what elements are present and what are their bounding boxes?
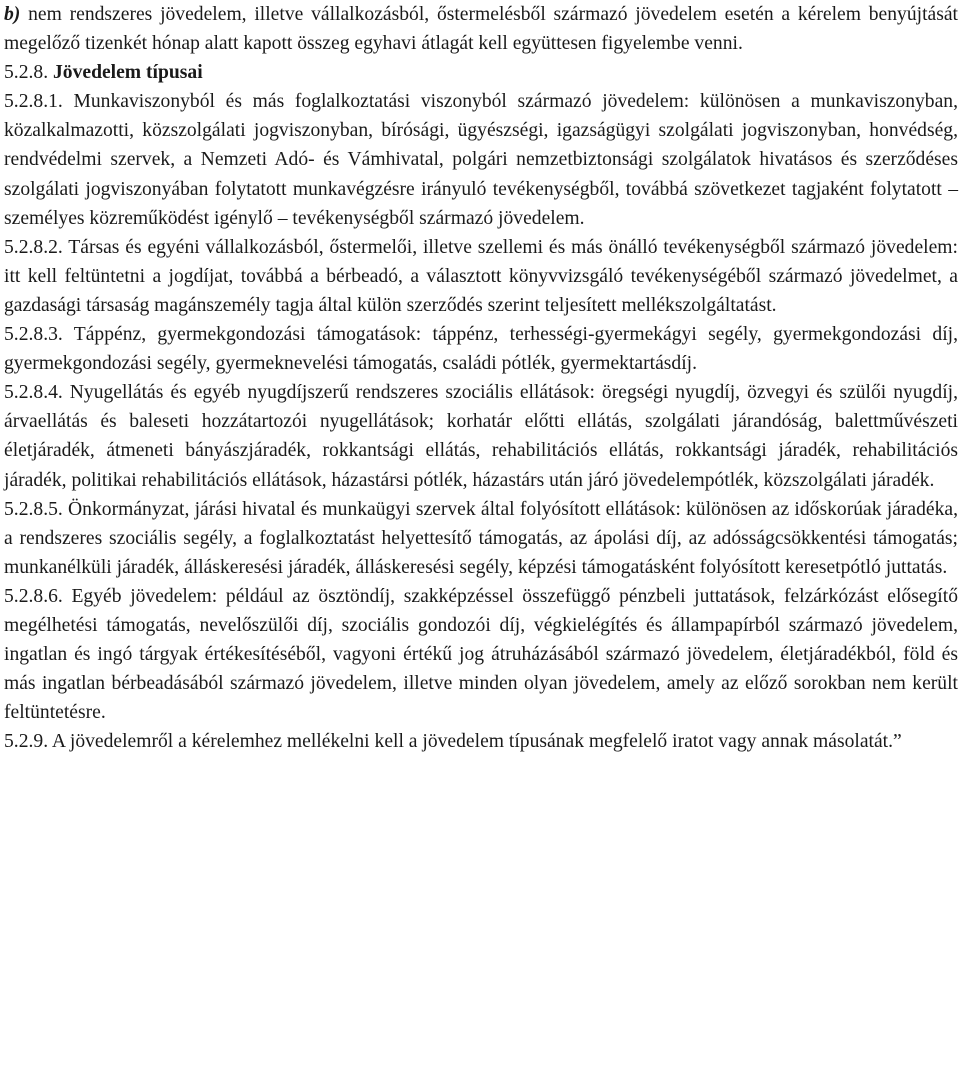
section-heading (4, 58, 958, 87)
item-5-2-8-2: 5.2.8.2. Társas és egyéni vállalkozásból, őstermelői, illetve szellemi és más önálló tevékenységből származó jövedelem: itt kell feltüntetni a jogdíjat, továbbá a bérbeadó, a választott könyvvizsgáló tevékenységéből származó jövedelmet, a gazdasági társaság magánszemély tagja által külön szerződés szerint teljesített mellékszolgáltatást. (4, 236, 958, 316)
item-5-2-8-1: 5.2.8.1. Munkaviszonyból és más foglalkoztatási viszonyból származó jövedelem: különösen a munkaviszonyban, közalkalmazotti, közszolgálati jogviszonyban, bírósági, ügyészségi, igazságügyi szolgálati jogviszonyban, honvédség, rendvédelmi szervek, a Nemzeti Adó- és Vámhivatal, polgári nemzetbiztonsági szolgálatok hivatásos és szerződéses szolgálati jogviszonyában folytatott munkavégzésre irányuló tevékenységből, továbbá szövetkezet tagjaként folytatott – személyes közreműködést igénylő – tevékenységből származó jövedelem. (4, 91, 958, 229)
continuation-text: nem rendszeres jövedelem, illetve vállalkozásból, őstermelésből származó jövedelem esetén a kérelem benyújtását megelőző tizenkét hónap alatt kapott összeg egyhavi átlagát kell együttesen figyelembe venni. (4, 4, 958, 55)
item-5-2-8-4: 5.2.8.4. Nyugellátás és egyéb nyugdíjszerű rendszeres szociális ellátások: öregségi nyugdíj, özvegyi és szülői nyugdíj, árvaellátás és baleseti hozzátartozói nyugellátások; korhatár előtti ellátás, szolgálati járandóság, balettművészeti életjáradék, átmeneti bányászjáradék, rokkantsági ellátás, rehabilitációs ellátás, rokkantsági járadék, rehabilitációs járadék, politikai rehabilitációs ellátások, házastársi pótlék, házastárs után járó jövedelempótlék, közszolgálati járadék. (4, 382, 958, 491)
section-title: Jövedelem típusai (52, 62, 203, 84)
continuation-paragraph (4, 0, 958, 58)
continuation-label: b) (4, 4, 21, 25)
item-5-2-8-5: 5.2.8.5. Önkormányzat, járási hivatal és munkaügyi szervek által folyósított ellátások: különösen az időskorúak járadéka, a rendszeres szociális segély, a foglalkoztatást helyettesítő támogatás, az ápolási díj, az adósságcsökkentési támogatás; munkanélküli járadék, álláskeresési járadék, álláskeresési segély, képzési támogatásként folyósított keresetpótló juttatás. (4, 498, 958, 578)
item-5-2-8-3: 5.2.8.3. Táppénz, gyermekgondozási támogatások: táppénz, terhességi-gyermekágyi segély, gyermekgondozási díj, gyermekgondozási segély, gyermeknevelési támogatás, családi pótlék, gyermektartásdíj. (4, 324, 958, 375)
item-5-2-8-6: 5.2.8.6. Egyéb jövedelem: például az ösztöndíj, szakképzéssel összefüggő pénzbeli juttatások, felzárkózást elősegítő megélhetési támogatás, nevelőszülői díj, szociális gondozói díj, végkielégítés és állampapírból származó jövedelem, ingatlan és ingó tárgyak értékesítéséből, vagyoni értékű jog átruházásából származó jövedelem, életjáradékból, föld és más ingatlan bérbeadásából származó jövedelem, illetve minden olyan jövedelem, amely az előző sorokban nem került feltüntetésre. (4, 585, 958, 724)
closing-paragraph: 5.2.9. A jövedelemről a kérelemhez mellékelni kell a jövedelem típusának megfelelő iratot vagy annak másolatát.” (4, 731, 902, 753)
section-number: 5.2.8. (4, 62, 53, 84)
